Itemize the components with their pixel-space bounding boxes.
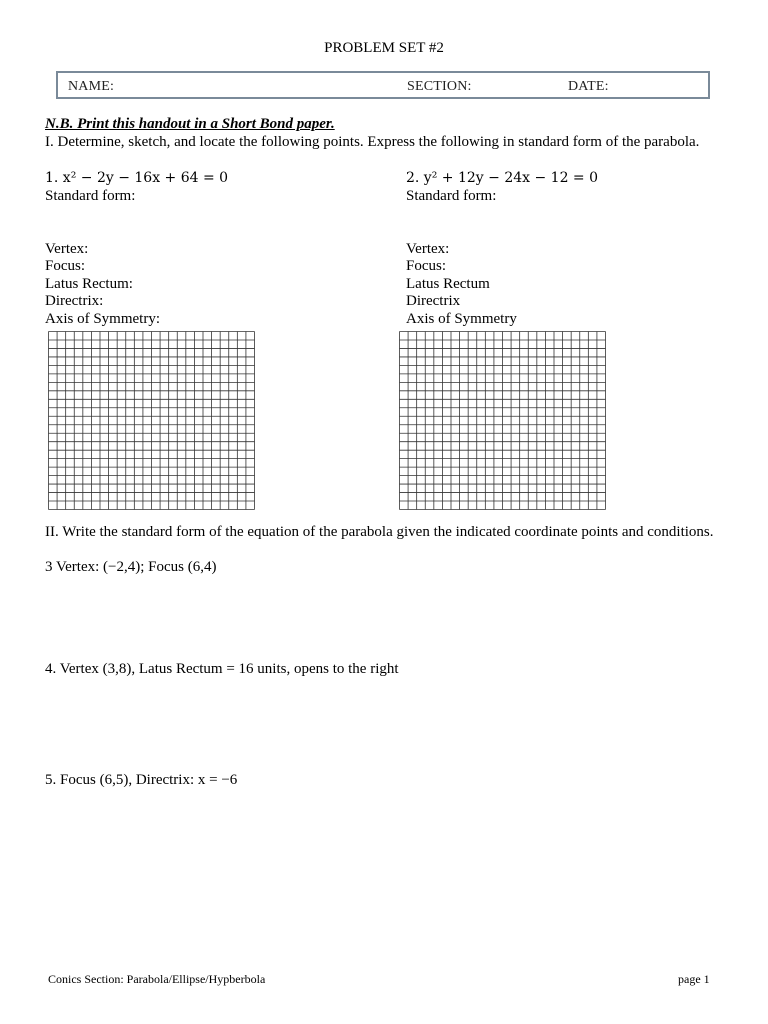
nb-instruction: N.B. Print this handout in a Short Bond paper. <box>45 116 335 132</box>
problem1-standard-form-label: Standard form: <box>45 188 136 204</box>
problem1-directrix-label: Directrix: <box>45 293 104 309</box>
problem2-equation: 2. y² + 12y − 24x − 12 = 0 <box>406 170 599 186</box>
problem1-latus-rectum-label: Latus Rectum: <box>45 276 133 292</box>
part2-instructions: II. Write the standard form of the equation of the parabola given the indicated coordinate points and conditions. <box>45 524 714 540</box>
problem2-axis-label: Axis of Symmetry <box>406 311 517 327</box>
problem2-directrix-label: Directrix <box>406 293 461 309</box>
footer-page-number: page 1 <box>678 972 710 986</box>
problem1-equation: 1. x² − 2y − 16x + 64 = 0 <box>45 170 229 186</box>
problem2-focus-label: Focus: <box>406 258 447 274</box>
graph-grid-problem2 <box>399 331 606 510</box>
problem3-text: 3 Vertex: (−2,4); Focus (6,4) <box>45 559 217 575</box>
problem5-text: 5. Focus (6,5), Directrix: x = −6 <box>45 772 238 788</box>
problem2-vertex-label: Vertex: <box>406 241 450 257</box>
date-label: DATE: <box>568 79 609 94</box>
section-label: SECTION: <box>407 79 472 94</box>
footer-course: Conics Section: Parabola/Ellipse/Hypberbola <box>48 972 266 986</box>
problem1-axis-label: Axis of Symmetry: <box>45 311 160 327</box>
problem2-latus-rectum-label: Latus Rectum <box>406 276 490 292</box>
problem1-vertex-label: Vertex: <box>45 241 89 257</box>
problem4-text: 4. Vertex (3,8), Latus Rectum = 16 units, opens to the right <box>45 661 399 677</box>
problem1-focus-label: Focus: <box>45 258 86 274</box>
graph-grid-problem1 <box>48 331 255 510</box>
part1-instructions: I. Determine, sketch, and locate the following points. Express the following in standard form of the parabola. <box>45 134 700 150</box>
problem2-standard-form-label: Standard form: <box>406 188 497 204</box>
page-title: PROBLEM SET #2 <box>324 40 444 56</box>
name-label: NAME: <box>68 79 115 94</box>
student-info-box <box>56 71 710 99</box>
